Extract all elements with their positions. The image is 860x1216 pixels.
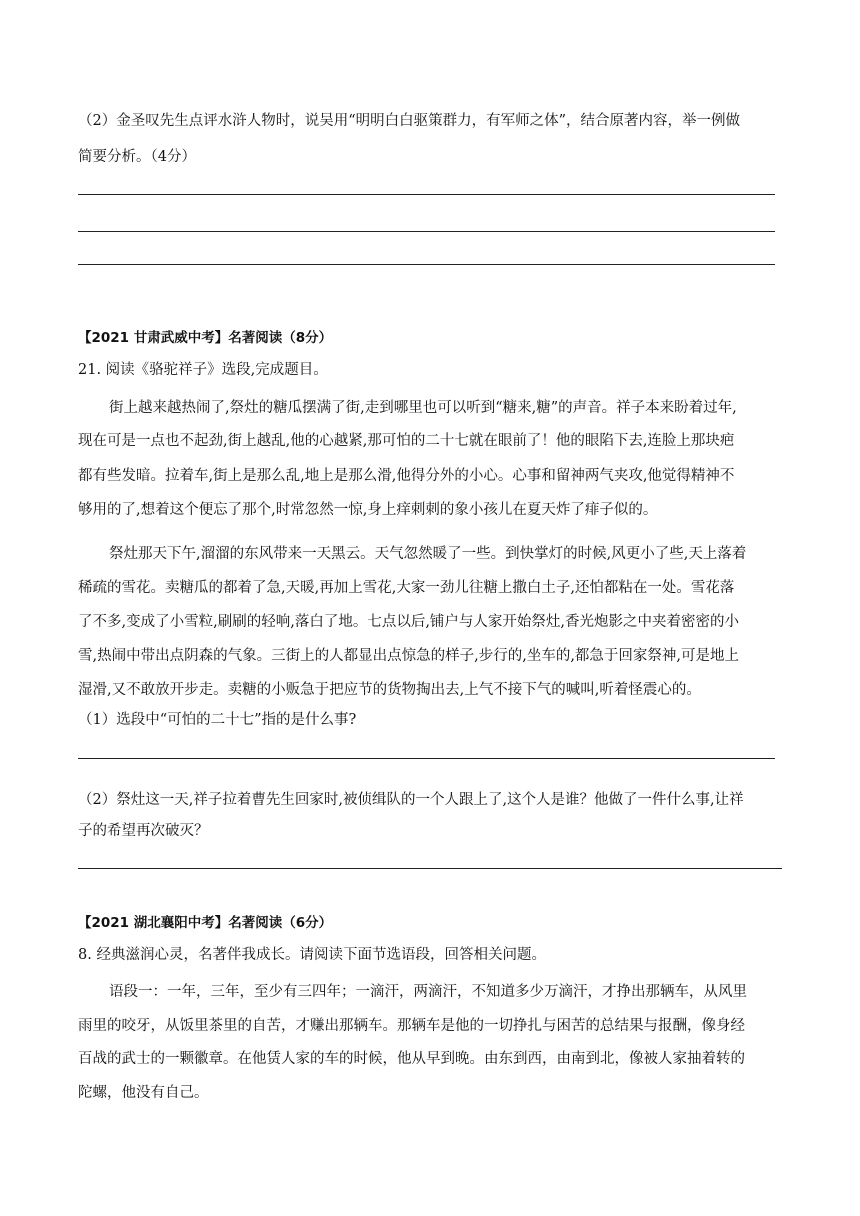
question-text: （2）金圣叹先生点评水浒人物时，说吴用“明明白白驱策群力，有军师之体”，结合原著内容，举一例做 <box>78 113 741 129</box>
passage-line: 都有些发暗。拉着车,街上是那么乱,地上是那么滑,他得分外的小心。心事和留神两气夹攻,他觉得精神不 <box>78 468 735 484</box>
passage-line: 语段一：一年，三年，至少有三四年；一滴汗，两滴汗，不知道多少万滴汗，才挣出那辆车，从风里 <box>109 984 747 1000</box>
question-text: 21. 阅读《骆驼祥子》选段,完成题目。 <box>78 362 328 378</box>
passage-line: 雨里的咬牙，从饭里茶里的自苦，才赚出那辆车。那辆车是他的一切挣扎与困苦的总结果与报酬，像身经 <box>78 1018 745 1034</box>
answer-line[interactable] <box>78 231 775 232</box>
section-header: 【2021 湖北襄阳中考】名著阅读（6分） <box>78 915 333 931</box>
section-header: 【2021 甘肃武威中考】名著阅读（8分） <box>78 330 333 346</box>
passage-line: 街上越来越热闹了,祭灶的糖瓜摆满了街,走到哪里也可以听到“糖来,糖”的声音。祥子本来盼着过年, <box>109 400 737 416</box>
sub-question: 子的希望再次破灭？ <box>78 823 209 839</box>
answer-line[interactable] <box>78 264 775 265</box>
passage-line: 湿滑,又不敢放开步走。卖糖的小贩急于把应节的货物掏出去,上气不接下气的喊叫,听着怪震心的。 <box>78 682 701 698</box>
answer-line[interactable] <box>78 868 782 869</box>
passage-line: 稀疏的雪花。卖糖瓜的都着了急,天暖,再加上雪花,大家一劲儿往糖上撒白土子,还怕都粘在一处。雪花落 <box>78 580 735 596</box>
sub-question: （1）选段中“可怕的二十七”指的是什么事? <box>78 712 357 728</box>
passage-line: 了不多,变成了小雪粒,刷刷的轻响,落白了地。七点以后,铺户与人家开始祭灶,香光炮影之中夹着密密的小 <box>78 614 740 630</box>
question-text: 8. 经典滋润心灵，名著伴我成长。请阅读下面节选语段，回答相关问题。 <box>78 947 546 963</box>
passage-line: 陀螺，他没有自己。 <box>78 1085 209 1101</box>
answer-line[interactable] <box>78 758 775 759</box>
passage-line: 祭灶那天下午,溜溜的东风带来一天黑云。天气忽然暖了一些。到快掌灯的时候,风更小了些,天上落着 <box>109 546 747 562</box>
passage-line: 现在可是一点也不起劲,街上越乱,他的心越紧,那可怕的二十七就在眼前了！他的眼陷下去,连脸上那块疤 <box>78 433 735 449</box>
sub-question: （2）祭灶这一天,祥子拉着曹先生回家时,被侦缉队的一个人跟上了,这个人是谁？他做了一件什么事,让祥 <box>78 792 744 808</box>
answer-line[interactable] <box>78 194 775 195</box>
passage-line: 够用的了,想着这个便忘了那个,时常忽然一惊,身上痒刺刺的象小孩儿在夏天炸了痱子似的。 <box>78 502 658 518</box>
passage-line: 百战的武士的一颗徽章。在他赁人家的车的时候，他从早到晚。由东到西，由南到北，像被人家抽着转的 <box>78 1051 745 1067</box>
question-text: 简要分析。（4分） <box>78 149 196 165</box>
passage-line: 雪,热闹中带出点阴森的气象。三街上的人都显出点惊急的样子,步行的,坐车的,都急于回家祭神,可是地上 <box>78 648 740 664</box>
